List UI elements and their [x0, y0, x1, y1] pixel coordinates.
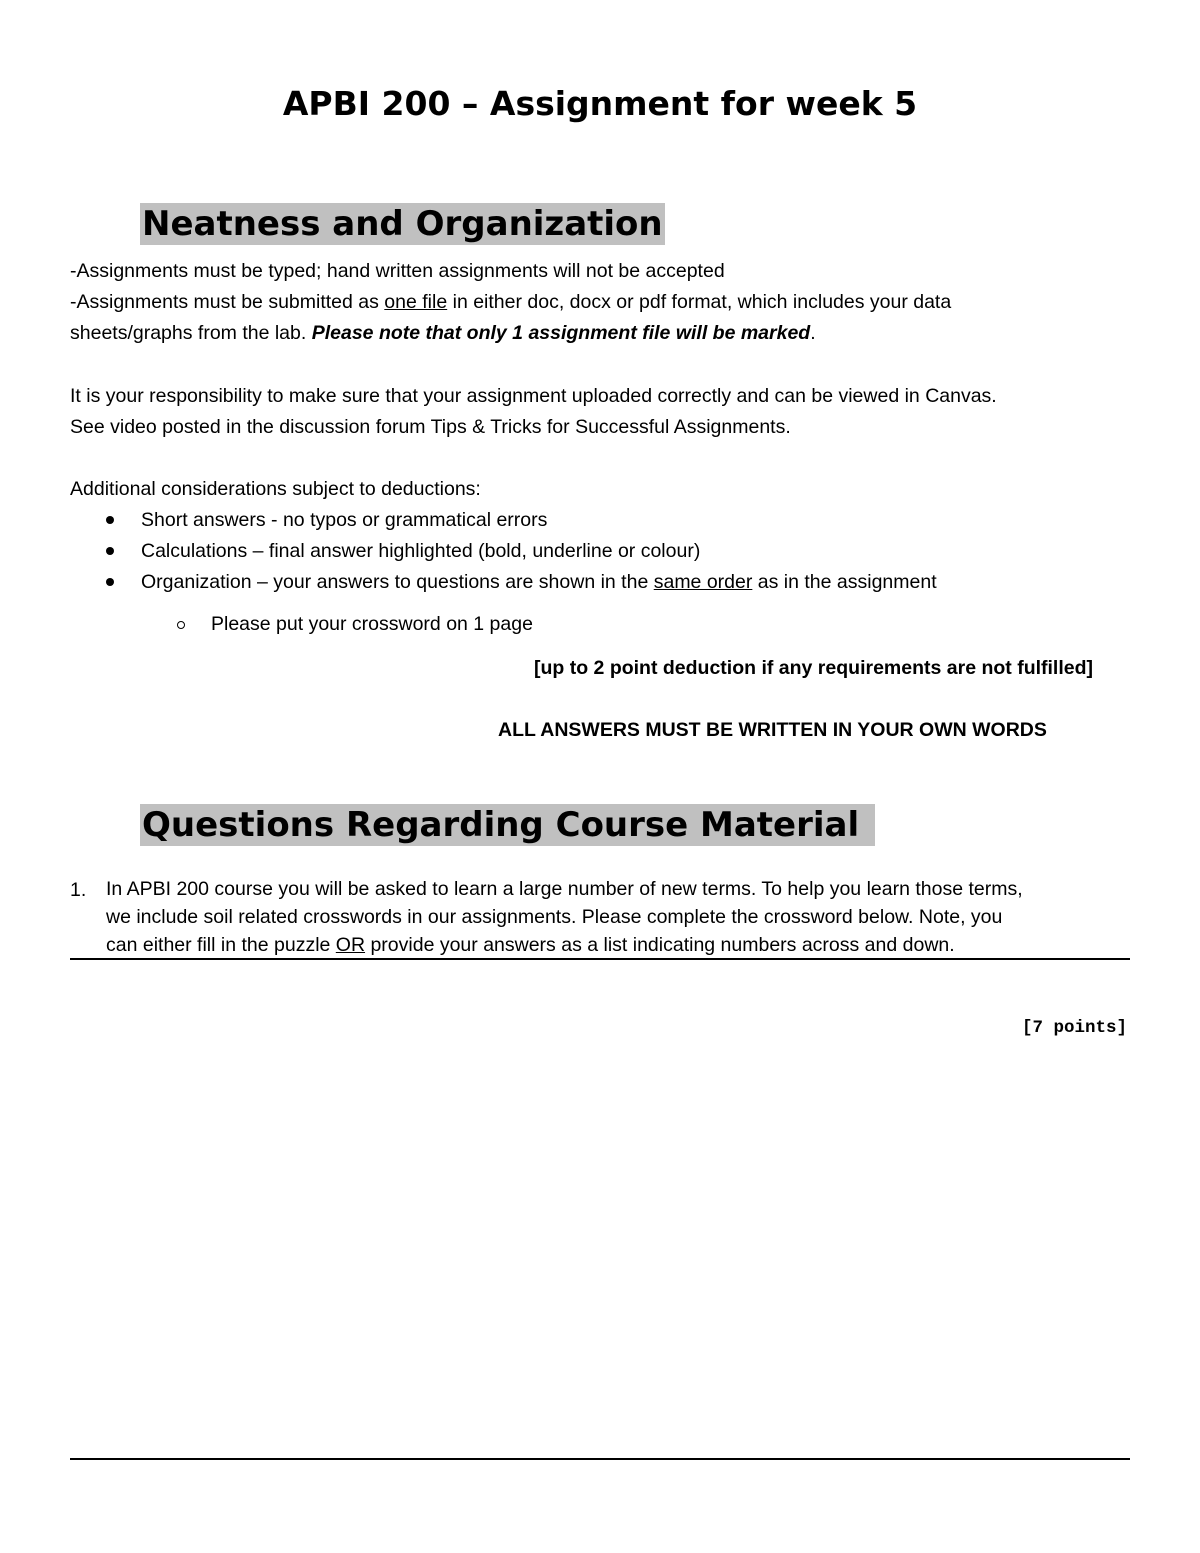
- divider: [70, 958, 1130, 960]
- additional-considerations: Additional considerations subject to deductions:: [70, 478, 481, 500]
- deduction-note: [up to 2 point deduction if any requirements are not fulfilled]: [534, 657, 1094, 679]
- bullet-organization-pre: Organization – your answers to questions are shown in the: [141, 571, 654, 593]
- question-1-line-3-pre: can either fill in the puzzle: [106, 934, 336, 956]
- requirement-one-file-post: in either doc, docx or pdf format, which includes your data: [447, 291, 952, 313]
- responsibility-line-2: See video posted in the discussion forum Tips & Tricks for Successful Assignments.: [70, 416, 791, 438]
- question-number: 1.: [70, 879, 87, 901]
- section-heading-neatness: Neatness and Organization: [142, 204, 663, 244]
- question-1-points: [7 points]: [1021, 1018, 1127, 1038]
- bullet-organization-emphasis: same order: [653, 571, 753, 593]
- page-title: APBI 200 – Assignment for week 5: [282, 84, 918, 123]
- requirement-one-file-emphasis: one file: [384, 291, 448, 313]
- sub-bullet-circle-icon: [177, 621, 185, 629]
- requirement-typed: -Assignments must be typed; hand written assignments will not be accepted: [70, 260, 725, 282]
- requirement-one-file: [70, 287, 951, 318]
- requirement-one-file-cont: [70, 318, 816, 349]
- divider: [70, 1458, 1130, 1460]
- section-heading-questions: Questions Regarding Course Material: [140, 804, 875, 846]
- bullet-organization-post: as in the assignment: [752, 571, 937, 593]
- question-1-line-3: [106, 931, 955, 959]
- question-1-line-3-post: provide your answers as a list indicating numbers across and down.: [365, 934, 955, 956]
- bullet-icon: [106, 578, 114, 586]
- bullet-short-answers: Short answers - no typos or grammatical errors: [141, 509, 548, 531]
- bullet-icon: [106, 547, 114, 555]
- bullet-icon: [106, 516, 114, 524]
- bullet-organization: [141, 567, 937, 598]
- question-1-line-1: In APBI 200 course you will be asked to learn a large number of new terms. To help you learn those terms,: [106, 878, 1023, 900]
- responsibility-line-1: It is your responsibility to make sure that your assignment uploaded correctly and can be viewed in Canvas.: [70, 385, 997, 407]
- requirement-marked-note: Please note that only 1 assignment file will be marked: [311, 322, 811, 344]
- requirement-cont-post: .: [810, 322, 816, 344]
- requirement-cont-pre: sheets/graphs from the lab.: [70, 322, 312, 344]
- question-1-or-emphasis: OR: [335, 934, 366, 956]
- requirement-one-file-pre: -Assignments must be submitted as: [70, 291, 385, 313]
- question-1-line-2: we include soil related crosswords in our assignments. Please complete the crossword below. Note, you: [106, 906, 1003, 928]
- bullet-calculations: Calculations – final answer highlighted (bold, underline or colour): [141, 540, 701, 562]
- sub-bullet-crossword: Please put your crossword on 1 page: [211, 613, 533, 635]
- own-words-note: ALL ANSWERS MUST BE WRITTEN IN YOUR OWN WORDS: [498, 719, 1047, 741]
